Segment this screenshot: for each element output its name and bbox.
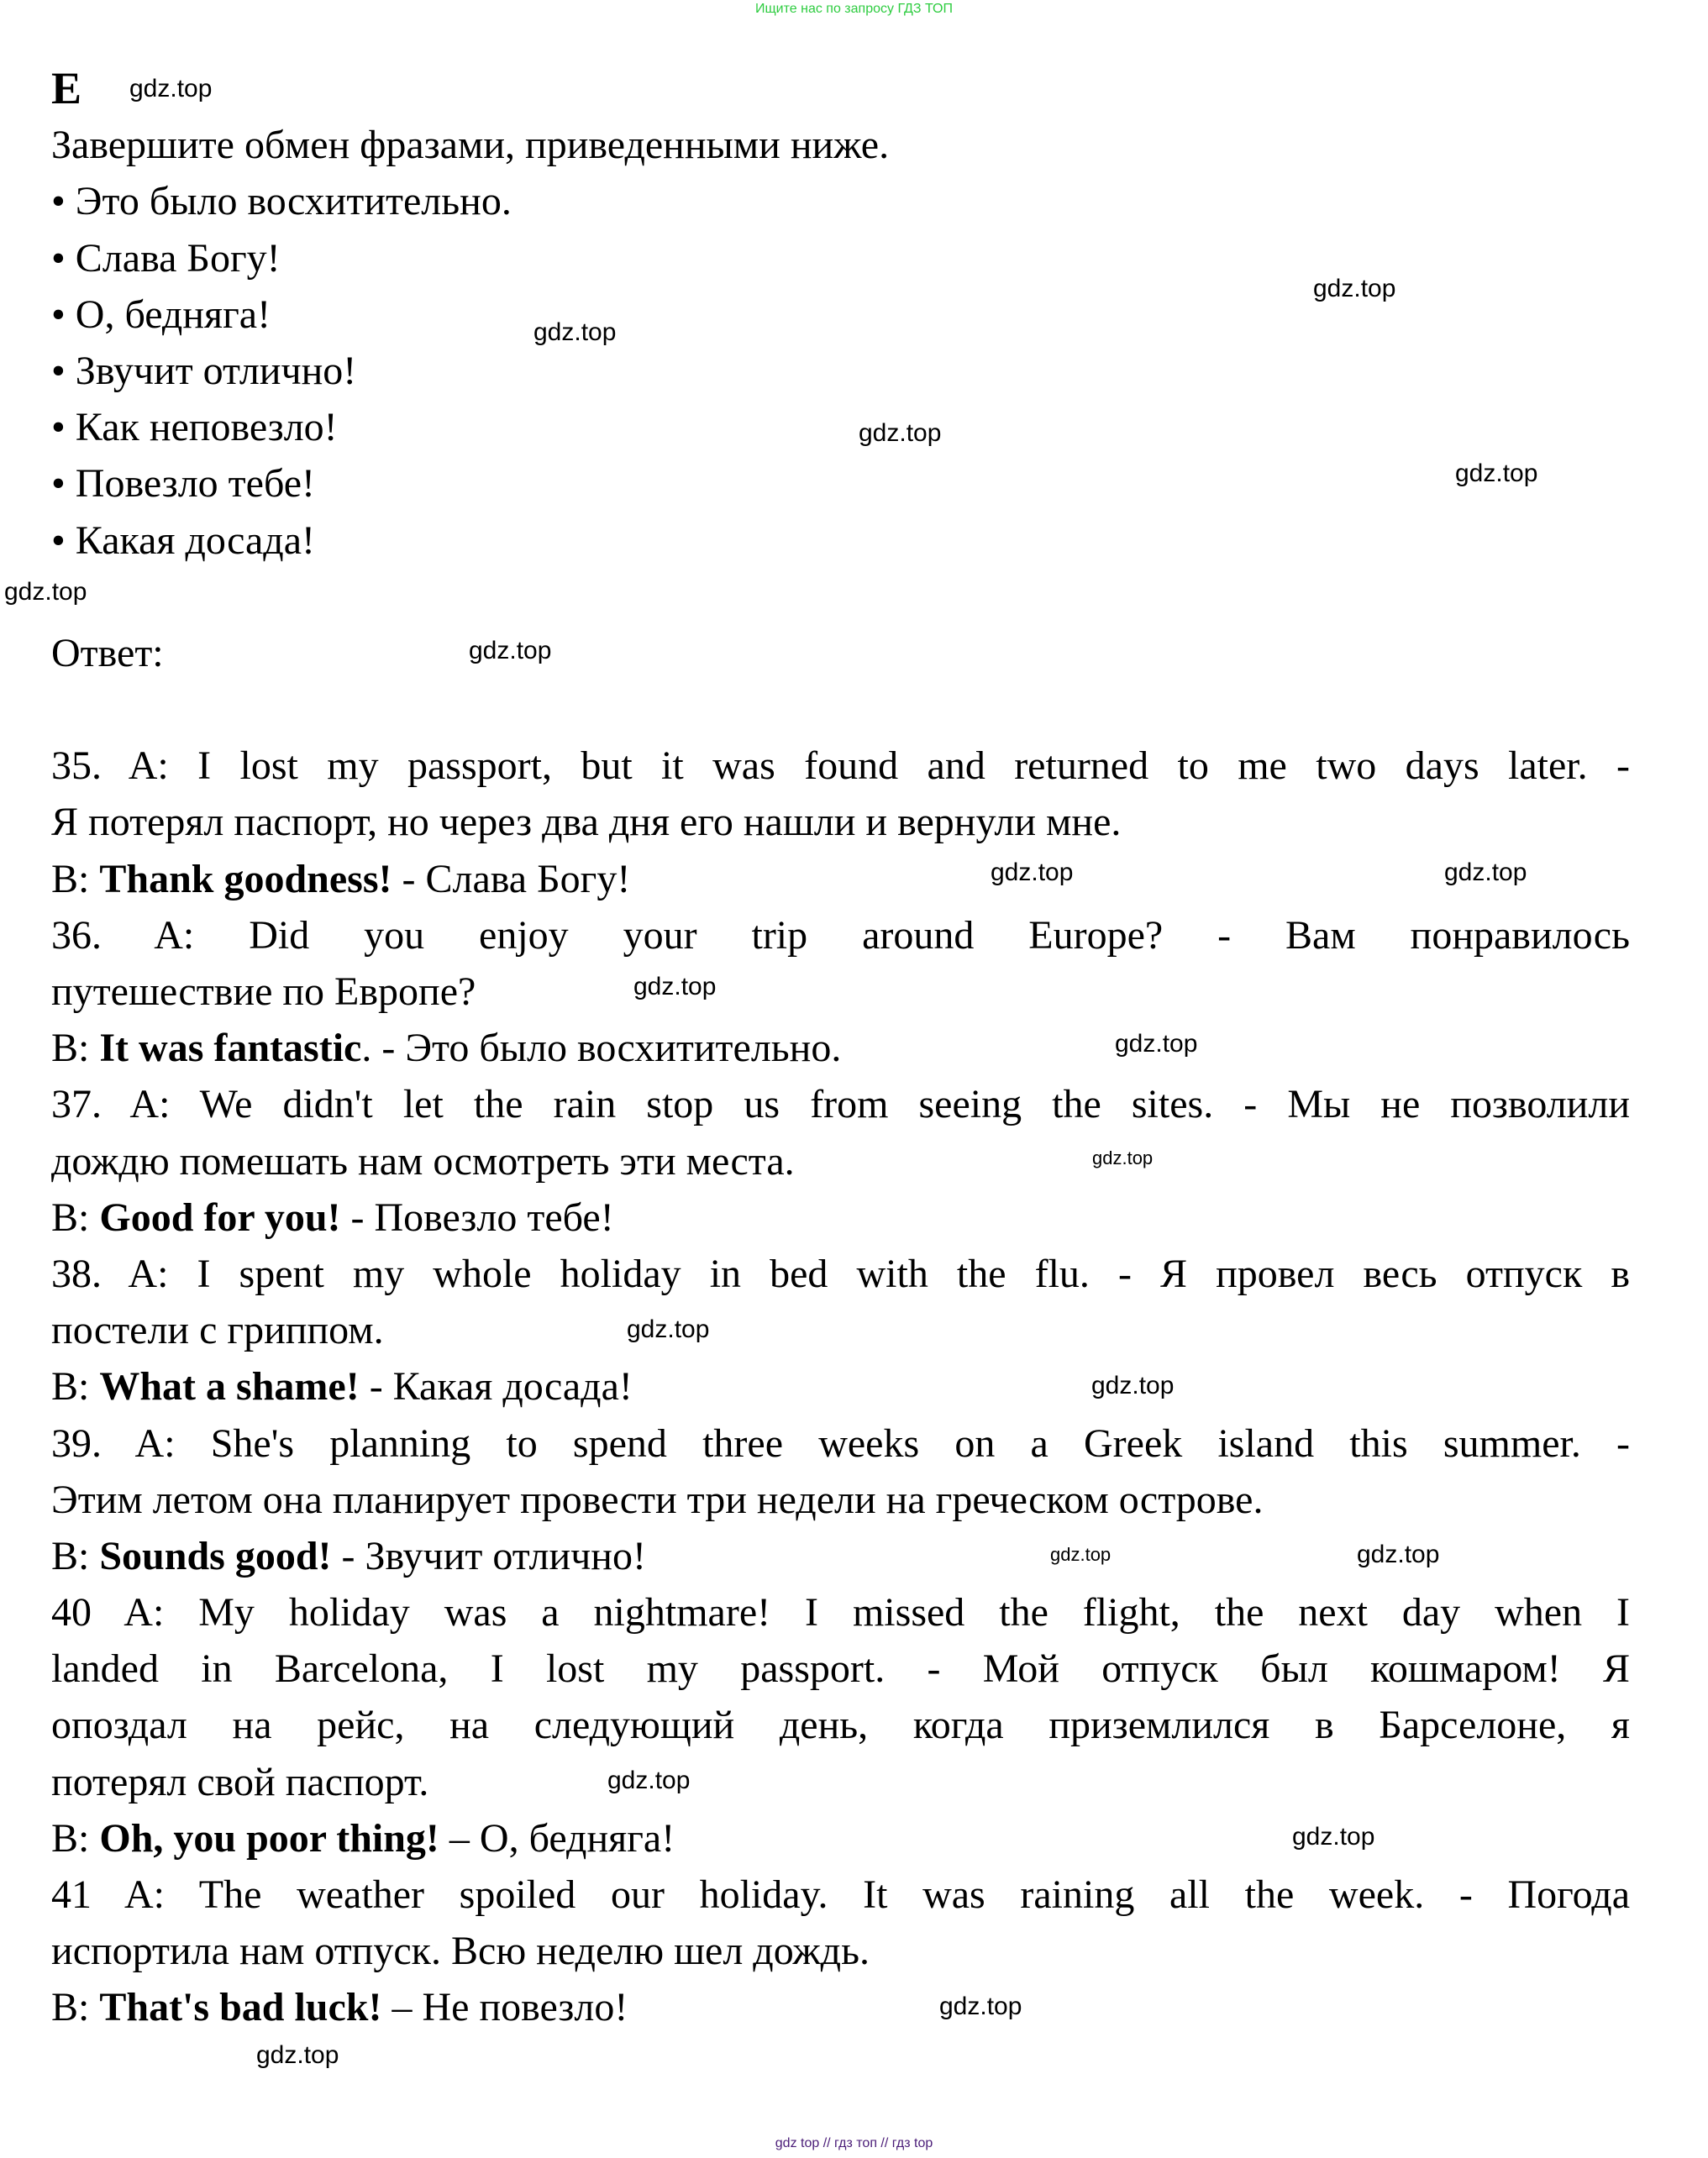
- watermark: gdz.top: [607, 1767, 691, 1794]
- dialogue-a-line: 38. A: I spent my whole holiday in bed with the flu. - Я провел весь отпуск в: [51, 1251, 1630, 1296]
- phrase-item: • О, бедняга!: [51, 291, 271, 337]
- dialogue-a-line: опоздал на рейс, на следующий день, когда приземлился в Барселоне, я: [51, 1703, 1630, 1748]
- dialogue-a-line: Я потерял паспорт, но через два дня его нашли и вернули мне.: [51, 800, 1122, 845]
- dialogue-a-line: 36. A: Did you enjoy your trip around Europe? - Вам понравилось: [51, 912, 1630, 958]
- watermark: gdz.top: [1455, 459, 1538, 487]
- watermark: gdz.top: [1292, 1823, 1375, 1851]
- answer-ru: - Повезло тебе!: [340, 1195, 614, 1240]
- answer-en: Good for you!: [99, 1195, 341, 1240]
- dialogue-b-line: [51, 1358, 1630, 1415]
- watermark: gdz.top: [633, 973, 717, 1000]
- answer-ru: - Слава Богу!: [392, 856, 631, 901]
- answer-en: What a shame!: [99, 1364, 360, 1410]
- watermark: gdz.top: [1357, 1541, 1440, 1568]
- phrase-item: • Как неповезло!: [51, 405, 338, 450]
- answer-ru: . - Это было восхитительно.: [361, 1026, 842, 1071]
- document-body: [51, 60, 1630, 2036]
- watermark: gdz.top: [991, 858, 1074, 886]
- blank-line: [51, 569, 1630, 625]
- dialogue-a-line: постели с гриппом.: [51, 1308, 384, 1353]
- answer-en: Oh, you poor thing!: [99, 1815, 439, 1861]
- watermark: gdz.top: [469, 637, 552, 664]
- b-label: B:: [51, 856, 100, 901]
- dialogue-b-line: [51, 1810, 1630, 1867]
- watermark: gdz.top: [939, 1993, 1022, 2020]
- dialogue-b-line: [51, 1020, 1630, 1076]
- b-label: B:: [51, 1985, 100, 2030]
- dialogue-a-line: испортила нам отпуск. Всю неделю шел дождь.: [51, 1929, 870, 1974]
- dialogue-b-line: [51, 851, 1630, 907]
- answer-ru: – О, бедняга!: [439, 1815, 675, 1861]
- answer-en: It was fantastic: [99, 1026, 362, 1071]
- dialogue-a-line: landed in Barcelona, I lost my passport. - Мой отпуск был кошмаром! Я: [51, 1646, 1630, 1692]
- dialogue-a-line: 39. A: She's planning to spend three weeks on a Greek island this summer. -: [51, 1420, 1630, 1466]
- dialogue-a-line: путешествие по Европе?: [51, 969, 476, 1014]
- phrase-item: • Повезло тебе!: [51, 461, 316, 507]
- b-label: B:: [51, 1364, 100, 1410]
- b-label: B:: [51, 1815, 100, 1861]
- dialogue-a-line: 35. A: I lost my passport, but it was found and returned to me two days later. -: [51, 743, 1630, 789]
- dialogue-a-line: Этим летом она планирует провести три недели на греческом острове.: [51, 1477, 1264, 1522]
- watermark: gdz.top: [1091, 1372, 1175, 1399]
- dialogue-b-line: [51, 1189, 1630, 1246]
- blank-line: [51, 681, 1630, 738]
- watermark: gdz.top: [1115, 1030, 1198, 1058]
- dialogue-a-line: дождю помешать нам осмотреть эти места.: [51, 1138, 795, 1184]
- watermark: gdz.top: [129, 75, 213, 102]
- watermark: gdz.top: [859, 419, 942, 447]
- watermark: gdz.top: [627, 1315, 710, 1343]
- dialogue-a-line: 40 A: My holiday was a nightmare! I missed the flight, the next day when I: [51, 1590, 1630, 1636]
- watermark: gdz.top: [1444, 858, 1527, 886]
- answer-ru: – Не повезло!: [381, 1985, 628, 2030]
- dialogue-a-line: потерял свой паспорт.: [51, 1759, 429, 1804]
- dialogue-a-line: 41 A: The weather spoiled our holiday. It was raining all the week. - Погода: [51, 1872, 1630, 1917]
- dialogue-a-line: 37. A: We didn't let the rain stop us from seeing the sites. - Мы не позволили: [51, 1082, 1630, 1127]
- b-label: B:: [51, 1533, 100, 1578]
- phrase-item: • Это было восхитительно.: [51, 179, 512, 224]
- phrase-item: • Какая досада!: [51, 517, 315, 563]
- answer-label: Ответ:: [51, 630, 164, 675]
- phrase-item: • Слава Богу!: [51, 235, 281, 281]
- phrase-item: • Звучит отлично!: [51, 348, 357, 393]
- footer-banner: gdz top // гдз топ // гдз top: [775, 2136, 933, 2150]
- section-letter: E: [51, 63, 82, 113]
- answer-ru: - Звучит отлично!: [331, 1533, 646, 1578]
- answer-en: Sounds good!: [99, 1533, 332, 1578]
- b-label: B:: [51, 1195, 100, 1240]
- watermark: gdz.top: [533, 318, 617, 346]
- answer-ru: - Какая досада!: [359, 1364, 633, 1410]
- header-banner: Ищите нас по запросу ГДЗ ТОП: [755, 2, 953, 16]
- watermark: gdz.top: [1313, 275, 1396, 302]
- answer-en: Thank goodness!: [99, 856, 392, 901]
- watermark: gdz.top: [1050, 1544, 1112, 1565]
- watermark: gdz.top: [256, 2041, 339, 2069]
- instruction: Завершите обмен фразами, приведенными ниже.: [51, 123, 890, 168]
- dialogue-b-line: [51, 1979, 1630, 2035]
- watermark: gdz.top: [4, 578, 87, 606]
- b-label: B:: [51, 1026, 100, 1071]
- answer-en: That's bad luck!: [99, 1985, 382, 2030]
- watermark: gdz.top: [1092, 1147, 1154, 1168]
